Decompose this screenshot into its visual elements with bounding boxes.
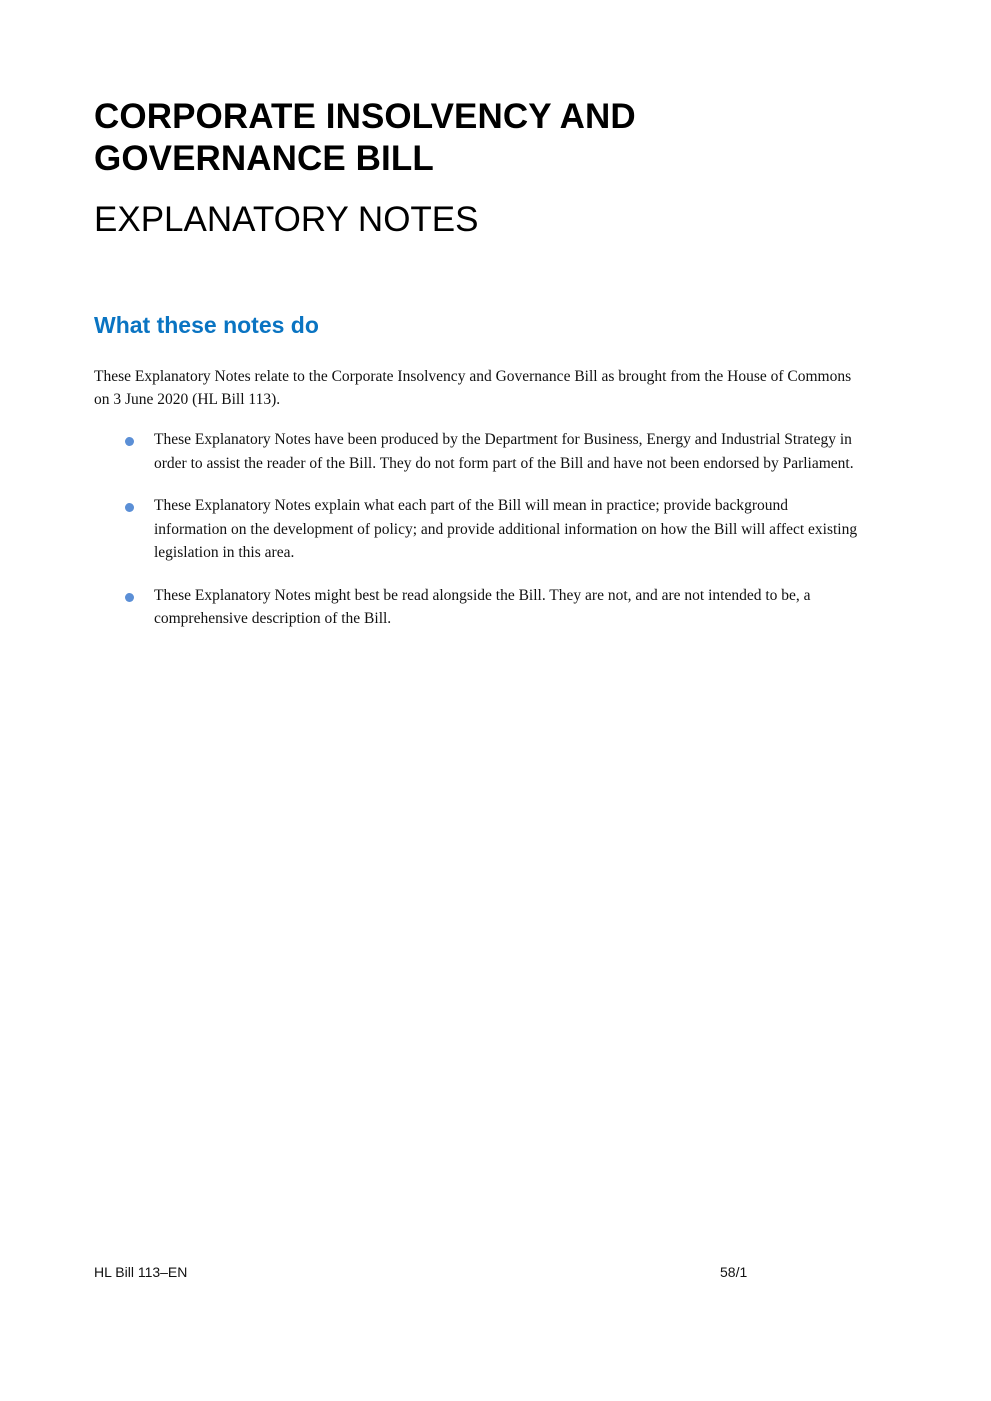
intro-paragraph: These Explanatory Notes relate to the Corporate Insolvency and Governance Bill as brought from the House of Commons on 3 June 2020 (HL Bill 113). <box>94 368 852 408</box>
section-heading: What these notes do <box>94 312 319 338</box>
bullet-text: These Explanatory Notes explain what each part of the Bill will mean in practice; provide background information on the development of policy; and provide additional information on how the Bill will affect existing legislation in this area. <box>154 497 858 561</box>
bullet-dot-icon <box>125 593 134 602</box>
bullet-list <box>94 428 864 650</box>
footer-page-code: 58/1 <box>720 1264 748 1280</box>
document-subtitle: EXPLANATORY NOTES <box>94 200 479 239</box>
bullet-text: These Explanatory Notes might best be read alongside the Bill. They are not, and are not intended to be, a comprehensive description of the Bill. <box>154 586 811 627</box>
bullet-text: These Explanatory Notes have been produced by the Department for Business, Energy and Industrial Strategy in order to assist the reader of the Bill. They do not form part of the Bill and have not been endorsed by Parliament. <box>154 431 854 472</box>
list-item <box>94 584 864 631</box>
list-item <box>94 428 864 475</box>
bullet-dot-icon <box>125 437 134 446</box>
list-item <box>94 494 864 565</box>
bullet-dot-icon <box>125 503 134 512</box>
footer-bill-reference: HL Bill 113–EN <box>94 1264 188 1280</box>
document-title: CORPORATE INSOLVENCY AND GOVERNANCE BILL <box>94 97 636 178</box>
